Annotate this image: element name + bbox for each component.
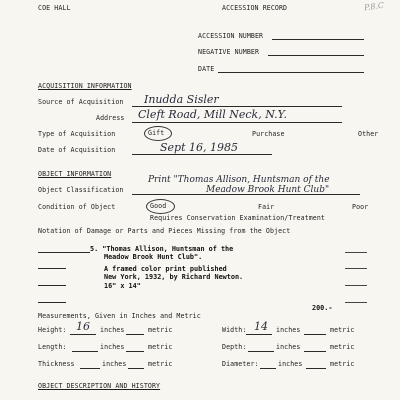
acquisition-date-label: Date of Acquisition [38,146,116,154]
length-inches-label: inches [100,343,125,351]
address-label: Address [96,114,125,122]
conservation-note: Requires Conservation Examination/Treatment [150,214,325,222]
height-inches-field[interactable] [70,334,96,335]
record-title: ACCESSION RECORD [222,4,288,12]
condition-option-poor[interactable]: Poor [352,203,369,211]
width-metric-field[interactable] [304,334,326,335]
classification-value-1: Print "Thomas Allison, Huntsman of the [148,175,330,185]
width-inches-label: inches [276,326,301,334]
type-option-other[interactable]: Other [358,130,379,138]
accession-number-label: ACCESSION NUMBER [198,32,264,40]
negative-number-label: NEGATIVE NUMBER [198,48,260,56]
classification-label: Object Classification [38,186,124,194]
source-value: Inudda Sisler [144,93,219,106]
typed-line-5: 16" x 14" [104,282,141,290]
type-option-gift[interactable]: Gift [148,129,165,137]
diameter-inches-label: inches [278,360,303,368]
acquisition-date-value: Sept 16, 1985 [160,141,238,154]
depth-label: Depth: [222,343,247,351]
thickness-metric-field[interactable] [128,368,144,369]
condition-option-fair[interactable]: Fair [258,203,275,211]
typed-line-3: A framed color print published [104,265,227,273]
thickness-metric-label: metric [148,360,173,368]
condition-label: Condition of Object [38,203,116,211]
acquisition-date-field[interactable] [132,154,272,155]
depth-metric-field[interactable] [304,351,326,352]
depth-inches-field[interactable] [248,351,274,352]
acquisition-heading: ACQUISITION INFORMATION [38,82,132,90]
negative-number-field[interactable] [268,55,364,56]
address-value: Cleft Road, Mill Neck, N.Y. [138,108,287,121]
typed-value: 200.- [312,304,333,312]
classification-value-2: Meadow Brook Hunt Club" [206,185,330,195]
place-name: COE HALL [38,4,71,12]
height-value: 16 [76,320,90,333]
width-metric-label: metric [330,326,355,334]
damage-line-2-end [345,268,367,269]
thickness-inches-field[interactable] [80,368,100,369]
length-metric-field[interactable] [126,351,144,352]
thickness-label: Thickness [38,360,75,368]
diameter-metric-field[interactable] [306,368,326,369]
length-inches-field[interactable] [72,351,98,352]
height-metric-field[interactable] [126,334,144,335]
width-value: 14 [254,320,268,333]
diameter-inches-field[interactable] [260,368,276,369]
condition-option-good[interactable]: Good [150,202,167,210]
typed-line-2: Meadow Brook Hunt Club". [104,253,203,261]
measurements-heading: Measurements, Given in Inches and Metric [38,312,201,320]
width-label: Width: [222,326,247,334]
damage-line-2[interactable] [38,268,66,269]
damage-line-4[interactable] [38,302,66,303]
typed-line-4: New York, 1932, by Richard Newton. [104,273,244,281]
diameter-metric-label: metric [330,360,355,368]
date-field[interactable] [218,72,364,73]
damage-line-3[interactable] [38,285,66,286]
length-metric-label: metric [148,343,173,351]
source-field[interactable] [132,106,342,107]
height-label: Height: [38,326,67,334]
corner-mark: P.8.C [363,0,385,13]
height-metric-label: metric [148,326,173,334]
source-label: Source of Acquisition [38,98,124,106]
type-option-purchase[interactable]: Purchase [252,130,285,138]
date-label: DATE [198,65,215,73]
width-inches-field[interactable] [246,334,272,335]
accession-number-field[interactable] [272,39,364,40]
damage-label: Notation of Damage or Parts and Pieces Missing from the Object [38,227,291,235]
thickness-inches-label: inches [102,360,127,368]
object-heading: OBJECT INFORMATION [38,170,112,178]
depth-metric-label: metric [330,343,355,351]
type-label: Type of Acquisition [38,130,116,138]
depth-inches-label: inches [276,343,301,351]
damage-line-1-end [345,252,367,253]
diameter-label: Diameter: [222,360,259,368]
length-label: Length: [38,343,67,351]
typed-line-1: 5. "Thomas Allison, Huntsman of the [90,245,234,253]
description-heading: OBJECT DESCRIPTION AND HISTORY [38,382,161,390]
height-inches-label: inches [100,326,125,334]
damage-line-3-end [345,285,367,286]
address-field[interactable] [132,122,342,123]
damage-line-4-end [345,302,367,303]
damage-line-1[interactable] [38,252,90,253]
